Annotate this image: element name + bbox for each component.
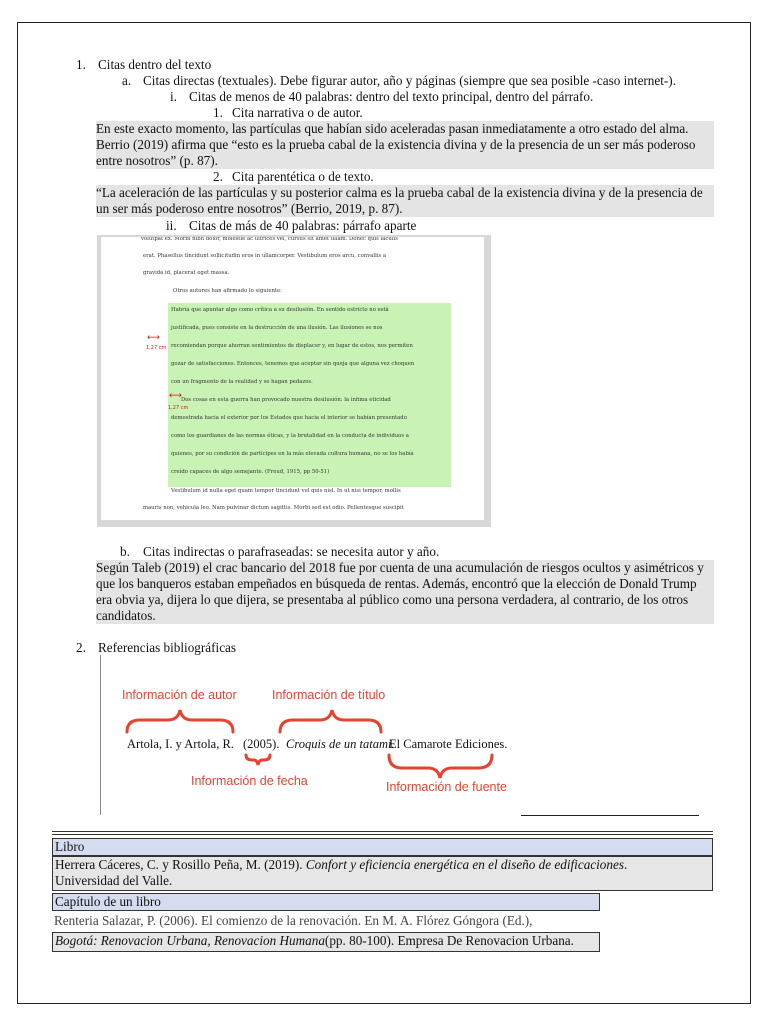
book-citation-text: Herrera Cáceres, C. y Rosillo Peña, M. (2019).	[55, 857, 306, 872]
section-heading: Citas dentro del texto	[98, 57, 212, 72]
list-number: 2.	[76, 640, 86, 655]
sample-text-line: mauris non, vehicula leo. Nam pulvinar dictum sagittis. Morbi sed est odio. Pellentesque suscipit	[143, 505, 404, 511]
list-number: 1.	[76, 57, 86, 72]
chapter-citation-end: (pp. 80-100). Empresa De Renovacion Urbana.	[324, 933, 574, 948]
subsubsection-heading: Citas de más de 40 palabras: párrafo aparte	[189, 218, 417, 233]
list-letter: a.	[122, 73, 132, 88]
list-number: 1.	[213, 105, 223, 120]
quote-line: Dos cosas en esta guerra han provocado nuestra desilusión: la ínfima eticidad	[181, 397, 391, 403]
divider	[521, 815, 699, 816]
book-header-label: Libro	[55, 839, 85, 854]
book-publisher: Universidad del Valle.	[55, 873, 173, 888]
quote-line: con un fragmento de la realidad y se hagan pedazos.	[171, 379, 313, 385]
book-citation-punct: .	[623, 857, 628, 872]
quote-line: Habría que apuntar algo como crítica a su desilusión. En sentido estricto no está	[171, 307, 389, 313]
reference-anatomy-diagram	[100, 650, 520, 820]
sample-text-line: gravida id, placerat eget massa.	[143, 270, 230, 276]
quote-line: gozar de satisfacciones. Entonces, tenemos que aceptar sin queja que alguna vez choquen	[171, 361, 415, 367]
indent-arrow-icon: ⟷	[169, 391, 182, 401]
quote-line: justificada, pues consiste en la destrucción de una ilusión. Las ilusiones se nos	[171, 325, 383, 331]
quote-line: quienes, por su condición de partícipes en la más elevada cultura humana, no se los había	[171, 451, 414, 457]
date-info-label: Información de fecha	[191, 774, 308, 788]
indent-measure-label: 1,27 cm	[168, 405, 189, 411]
chapter-example-line-2	[52, 932, 600, 952]
chapter-citation-text: Renteria Salazar, P. (2006). El comienzo de la renovación. En M. A. Flórez Góngora (Ed.),	[54, 913, 533, 928]
book-example-row	[52, 856, 713, 891]
indent-measure-label: 1,27 cm	[146, 345, 167, 351]
item-heading: Cita narrativa o de autor.	[232, 105, 363, 120]
quote-line: recomiendan porque ahorran sentimientos de displacer y, en lugar de estos, nos permiten	[171, 343, 413, 349]
source-info-label: Información de fuente	[386, 780, 507, 794]
chapter-header-row	[52, 893, 600, 911]
author-info-label: Información de autor	[122, 688, 237, 702]
annotation-braces	[100, 650, 520, 820]
title-brace-icon	[280, 710, 381, 732]
list-number: 2.	[213, 169, 223, 184]
ref-publisher: El Camarote Ediciones.	[389, 737, 508, 751]
list-roman: ii.	[166, 218, 177, 233]
book-header-row	[52, 838, 713, 856]
title-info-label: Información de título	[272, 688, 386, 702]
sample-text-line: erat. Phasellus tincidunt sollicitudin eros in ullamcorper. Vestibulum eros arcu, convallis a	[143, 253, 387, 259]
author-brace-icon	[127, 710, 233, 732]
quote-line: como los guardianes de las normas éticas, y la brutalidad en la conducta de individuos a	[171, 433, 409, 439]
ref-title: Croquis de un tatami.	[286, 737, 395, 751]
date-brace-icon	[246, 755, 270, 765]
subsection-heading: Citas directas (textuales). Debe figurar autor, año y páginas (siempre que sea posible -caso internet-).	[143, 73, 676, 88]
item-heading: Cita parentética o de texto.	[232, 169, 374, 184]
list-roman: i.	[170, 89, 177, 104]
sample-text-line: Otros autores han afirmado lo siguiente:	[173, 288, 282, 294]
ref-year: (2005).	[243, 737, 280, 751]
subsection-heading: Citas indirectas o parafraseadas: se necesita autor y año.	[143, 544, 440, 559]
book-title-italic: Confort y eficiencia energética en el diseño de edificaciones	[305, 857, 624, 872]
chapter-example-line-1	[52, 913, 600, 932]
table-top-border	[52, 831, 713, 835]
block-quote-example-image	[97, 235, 491, 527]
chapter-book-title-italic: Bogotá: Renovacion Urbana, Renovacion Humana	[55, 933, 325, 948]
indent-arrow-icon: ⟷	[147, 333, 160, 343]
sample-text-line: volutpat ex. Morbi nibh dolor, molestie ac ultrices vel, cursus sit amet ullam. Donec quis iaculis	[141, 237, 398, 242]
quote-line: creído capaces de algo semejante. (Freud, 1915, pp 50-51)	[171, 469, 330, 475]
quote-line: demostrada hacia el exterior por los Estados que hacia el interior se habían presentado	[171, 415, 407, 421]
source-brace-icon	[389, 755, 492, 778]
section-heading: Referencias bibliográficas	[98, 640, 237, 655]
sample-text-line: Vestibulum id nulla eget quam tempor tincidunt vel quis nisl. In ut nisi tempor, mollis	[171, 488, 401, 494]
ref-authors: Artola, I. y Artola, R.	[127, 737, 234, 751]
example-paragraph-narrative: En este exacto momento, las partículas que habían sido aceleradas pasan inmediatamente a otro estado del alma. Berrio (2019) afirma que “esto es la prueba cabal de la existencia divina y de la presencia de un ser más poderoso entre nosotros” (p. 87).	[96, 121, 714, 169]
list-letter: b.	[120, 544, 130, 559]
example-paragraph-parenthetical: “La aceleración de las partículas y su posterior calma es la prueba cabal de la existencia divina y de la presencia de un ser más poderoso entre nosotros” (Berrio, 2019, p. 87).	[96, 185, 714, 217]
subsubsection-heading: Citas de menos de 40 palabras: dentro del texto principal, dentro del párrafo.	[189, 89, 594, 104]
example-paragraph-indirect: Según Taleb (2019) el crac bancario del 2018 fue por cuenta de una acumulación de riesgos ocultos y asimétricos y que los banqueros estaban empeñados en búsqueda de rentas. Además, encontró que la elección de Donald Trump era obvia ya, dijera lo que dijera, se presentaba al público como una persona verdadera, al contrario, de los otros candidatos.	[96, 560, 714, 624]
chapter-header-label: Capítulo de un libro	[55, 894, 161, 909]
